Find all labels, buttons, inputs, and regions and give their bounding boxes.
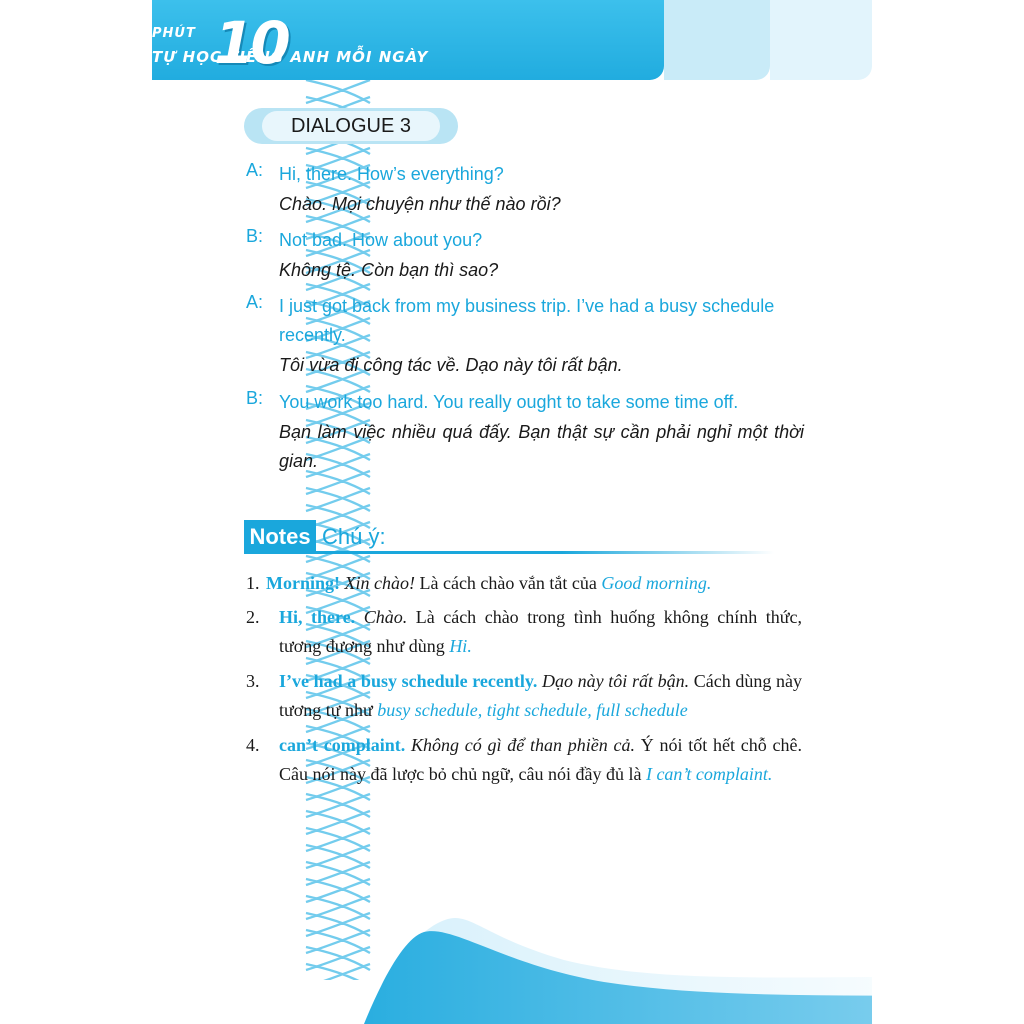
book-page (152, 0, 872, 1024)
header-tab-lighter (770, 0, 872, 80)
footer-wave (304, 910, 872, 1024)
note-example: busy schedule, tight schedule, full schedule (377, 700, 688, 720)
speaker-label: B: (246, 226, 264, 246)
note-meaning: Xin chào! (344, 573, 415, 593)
note-number: 1. (246, 573, 260, 593)
note-meaning: Không có gì để than phiền cả. (411, 735, 636, 755)
notes-label: Notes (244, 520, 316, 554)
vietnamese-line: Chào. Mọi chuyện như thế nào rồi? (279, 194, 561, 214)
speaker-label: A: (246, 160, 264, 180)
note-text (266, 569, 789, 598)
vietnamese-line: Tôi vừa đi công tác về. Dạo này tôi rất bận. (279, 355, 623, 375)
note-example: Hi. (449, 636, 472, 656)
note-example: I can’t complaint. (645, 764, 773, 784)
dialogue-title: DIALOGUE 3 (262, 111, 440, 141)
vietnamese-line: Bạn làm việc nhiều quá đấy. Bạn thật sự cần phải nghỉ một thời gian. (279, 422, 804, 471)
notes-label-vi: Chú ý: (322, 524, 386, 549)
page-number: 6 (248, 938, 262, 962)
note-explanation: Là cách chào trong tình huống không chính thức, tương đương như dùng (279, 607, 802, 656)
note-meaning: Dạo này tôi rất bận. (542, 671, 690, 691)
vietnamese-line: Không tệ. Còn bạn thì sao? (279, 260, 499, 280)
header-tab-light (664, 0, 770, 80)
note-explanation: Ý nói tốt hết chỗ chê. Câu nói này đã lược bỏ chủ ngữ, câu nói đầy đủ là (279, 735, 803, 784)
header-small-label: PHÚT (152, 26, 196, 41)
note-term: I’ve had a busy schedule recently. (279, 671, 538, 691)
note-text (279, 731, 802, 789)
note-number: 3. (246, 671, 260, 691)
note-example: Good morning. (601, 573, 712, 593)
header-title: TỰ HỌC TIẾNG ANH MỖI NGÀY (152, 48, 429, 66)
english-line: Hi, there. How’s everything? (279, 164, 504, 184)
note-text (279, 603, 802, 661)
english-line: I just got back from my business trip. I’ve had a busy schedule recently. (279, 296, 775, 345)
page-header (152, 0, 872, 80)
english-line: You work too hard. You really ought to take some time off. (279, 392, 739, 412)
speaker-label: A: (246, 292, 264, 312)
speaker-label: B: (246, 388, 264, 408)
note-number: 4. (246, 735, 260, 755)
note-text (279, 667, 802, 725)
note-explanation: Là cách chào vắn tắt của (419, 573, 597, 593)
header-number: 10 (214, 9, 287, 77)
note-term: can’t complaint. (279, 735, 406, 755)
note-term: Morning! (266, 573, 340, 593)
note-number: 2. (246, 607, 260, 627)
english-line: Not bad. How about you? (279, 230, 483, 250)
note-term: Hi, there. (279, 607, 356, 627)
note-explanation: Cách dùng này tương tự như (279, 671, 802, 720)
note-meaning: Chào. (363, 607, 408, 627)
